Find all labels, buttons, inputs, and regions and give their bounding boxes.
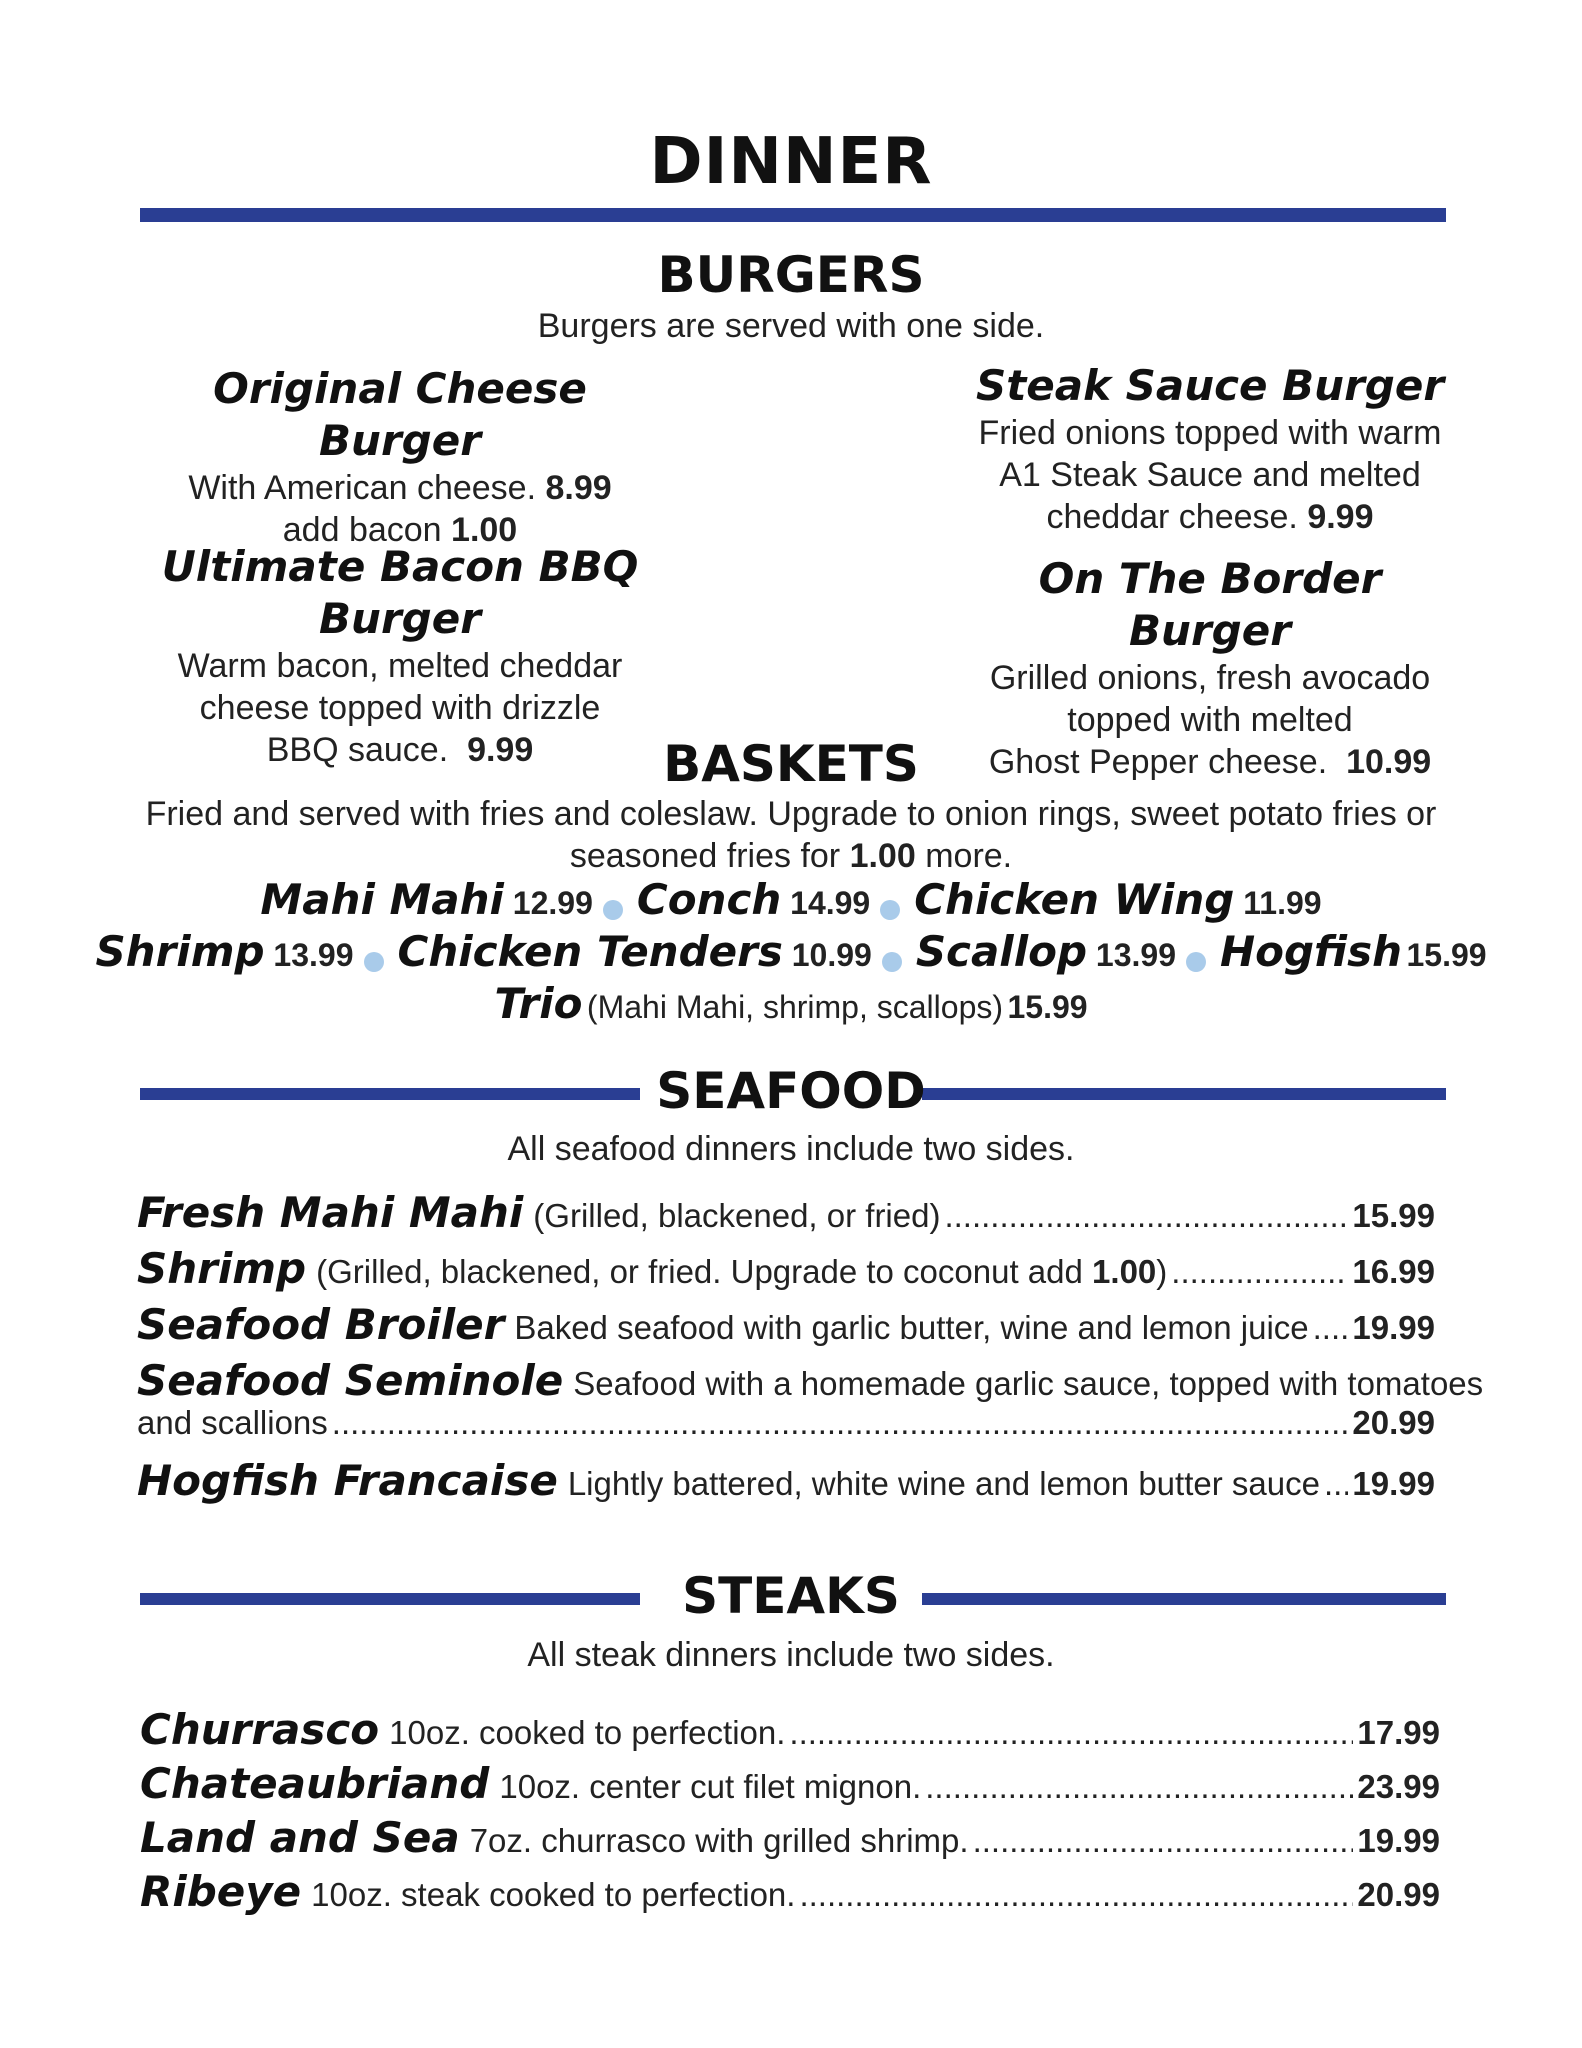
- basket-name: Hogfish: [1219, 927, 1403, 976]
- burger-name: Ultimate Bacon BBQ Burger: [161, 542, 639, 643]
- dot-leader: [973, 1822, 1354, 1860]
- basket-price: 13.99: [1095, 937, 1176, 973]
- item-price: 20.99: [1357, 1876, 1440, 1913]
- burger-name: On The Border Burger: [1038, 554, 1382, 655]
- seafood-item: [137, 1188, 1435, 1237]
- seafood-item: [137, 1244, 1435, 1293]
- item-name: Shrimp: [137, 1244, 307, 1293]
- seafood-item: [137, 1356, 1484, 1405]
- basket-price: 11.99: [1243, 885, 1322, 921]
- item-desc: 10oz. cooked to perfection.: [389, 1714, 786, 1751]
- burger-addon: add bacon 1.00: [282, 511, 518, 549]
- dot-leader: [799, 1876, 1353, 1914]
- basket-price: 12.99: [512, 885, 593, 921]
- dot-leader: [1324, 1465, 1348, 1503]
- burgers-heading: BURGERS: [657, 246, 925, 304]
- upgrade-price: 1.00: [1092, 1253, 1157, 1290]
- item-desc: 10oz. steak cooked to perfection.: [311, 1876, 796, 1913]
- item-name: Churrasco: [140, 1705, 380, 1754]
- basket-price: 15.99: [1007, 989, 1088, 1025]
- item-name: Land and Sea: [140, 1813, 460, 1862]
- item-price: 15.99: [1352, 1197, 1435, 1234]
- basket-row-2: [0, 927, 1582, 976]
- bullet-dot: [1186, 952, 1206, 972]
- baskets-note: Fried and served with fries and coleslaw. Upgrade to onion rings, sweet potato fries or seasoned fries for 1.00 more.: [145, 795, 1437, 875]
- dot-leader: [1313, 1309, 1349, 1347]
- burger-price: 8.99: [545, 469, 612, 507]
- burger-desc-line: cheddar cheese. 9.99: [1046, 498, 1374, 536]
- page-title: DINNER: [649, 125, 933, 199]
- title-divider: [140, 208, 1446, 222]
- burger-name: Steak Sauce Burger: [975, 361, 1445, 410]
- burger-desc-line: Warm bacon, melted cheddar: [177, 647, 623, 685]
- basket-name: Shrimp: [95, 927, 265, 976]
- basket-name: Conch: [636, 875, 782, 924]
- item-desc: Lightly battered, white wine and lemon butter sauce: [567, 1465, 1320, 1502]
- item-desc: Seafood with a homemade garlic sauce, topped with tomatoes: [573, 1365, 1484, 1402]
- item-name: Chateaubriand: [140, 1759, 490, 1808]
- item-desc: 7oz. churrasco with grilled shrimp.: [469, 1822, 969, 1859]
- burger-item-steak-sauce: [960, 360, 1460, 538]
- item-desc: and scallions: [137, 1404, 328, 1441]
- item-name: Ribeye: [140, 1867, 302, 1916]
- basket-name: Scallop: [915, 927, 1088, 976]
- seafood-heading: SEAFOOD: [656, 1062, 926, 1120]
- burger-name: Original Cheese Burger: [213, 364, 587, 465]
- burgers-note: Burgers are served with one side.: [537, 307, 1045, 345]
- dot-leader: [944, 1197, 1348, 1235]
- steaks-heading: STEAKS: [682, 1567, 900, 1625]
- seafood-note: All seafood dinners include two sides.: [507, 1130, 1075, 1168]
- burger-desc-line: Fried onions topped with warm: [978, 414, 1442, 452]
- basket-price: 13.99: [273, 937, 354, 973]
- item-price: 19.99: [1352, 1309, 1435, 1346]
- item-price: 17.99: [1357, 1714, 1440, 1751]
- addon-price: 1.00: [451, 511, 518, 549]
- bullet-dot: [882, 952, 902, 972]
- burger-desc-line: cheese topped with drizzle: [199, 689, 601, 727]
- burger-desc-line: Grilled onions, fresh avocado: [989, 659, 1431, 697]
- seafood-item: [137, 1300, 1435, 1349]
- steak-item: [140, 1705, 1440, 1754]
- item-price: 16.99: [1352, 1253, 1435, 1290]
- basket-price: 10.99: [791, 937, 872, 973]
- dot-leader: [332, 1404, 1349, 1442]
- basket-name: Chicken Tenders: [397, 927, 783, 976]
- steak-item: [140, 1867, 1440, 1916]
- item-price: 19.99: [1352, 1465, 1435, 1502]
- bullet-dot: [603, 900, 623, 920]
- basket-desc: (Mahi Mahi, shrimp, scallops): [586, 989, 1004, 1025]
- burger-desc-line: Ghost Pepper cheese. 10.99: [988, 743, 1432, 781]
- basket-name: Trio: [494, 979, 583, 1028]
- item-desc: Baked seafood with garlic butter, wine and lemon juice: [514, 1309, 1309, 1346]
- item-price: 19.99: [1357, 1822, 1440, 1859]
- burger-price: 10.99: [1346, 743, 1432, 781]
- dot-leader: [789, 1714, 1353, 1752]
- basket-row-1: [0, 875, 1582, 924]
- bullet-dot: [880, 900, 900, 920]
- burger-price: 9.99: [467, 731, 534, 769]
- item-name: Seafood Broiler: [137, 1300, 505, 1349]
- baskets-heading: BASKETS: [663, 735, 919, 793]
- burger-desc: With American cheese. 8.99: [188, 469, 612, 507]
- basket-name: Mahi Mahi: [260, 875, 504, 924]
- burger-desc-line: A1 Steak Sauce and melted: [999, 456, 1421, 494]
- seafood-item: [137, 1456, 1435, 1505]
- item-desc: (Grilled, blackened, or fried): [533, 1197, 941, 1234]
- steak-item: [140, 1759, 1440, 1808]
- upgrade-price: 1.00: [849, 837, 916, 875]
- burger-desc-line: BBQ sauce. 9.99: [266, 731, 534, 769]
- steak-item: [140, 1813, 1440, 1862]
- item-price: 20.99: [1352, 1404, 1435, 1441]
- basket-price: 15.99: [1406, 937, 1487, 973]
- burger-price: 9.99: [1307, 498, 1374, 536]
- item-name: Hogfish Francaise: [137, 1456, 558, 1505]
- item-price: 23.99: [1357, 1768, 1440, 1805]
- dot-leader: [925, 1768, 1353, 1806]
- item-name: Seafood Seminole: [137, 1356, 564, 1405]
- item-name: Fresh Mahi Mahi: [137, 1188, 524, 1237]
- basket-name: Chicken Wing: [914, 875, 1235, 924]
- steaks-note: All steak dinners include two sides.: [527, 1636, 1055, 1674]
- item-desc: 10oz. center cut filet mignon.: [499, 1768, 922, 1805]
- basket-price: 14.99: [790, 885, 871, 921]
- item-desc: (Grilled, blackened, or fried. Upgrade to coconut add 1.00): [316, 1253, 1168, 1290]
- dot-leader: [1171, 1253, 1348, 1291]
- burger-item-original-cheese: [140, 363, 660, 551]
- basket-row-3: [0, 979, 1582, 1028]
- bullet-dot: [364, 952, 384, 972]
- burger-desc-line: topped with melted: [1067, 701, 1353, 739]
- seafood-item-continued: [137, 1404, 1435, 1442]
